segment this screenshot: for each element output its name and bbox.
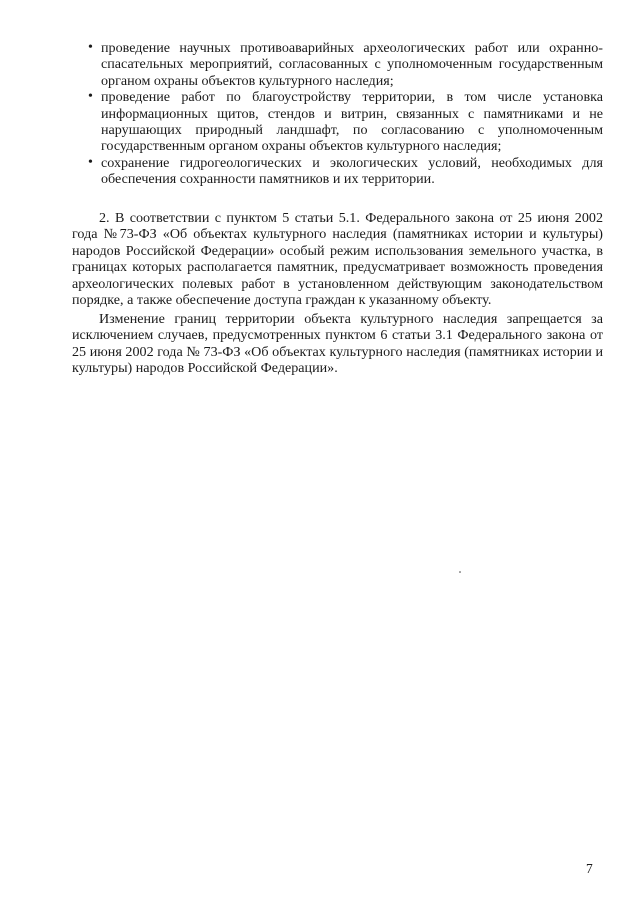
- paragraph-section-2: 2. В соответствии с пунктом 5 статьи 5.1. Федерального закона от 25 июня 2002 года №73-ФЗ «Об объектах культурного наследия (памятниках истории и культуры) народов Российской Федерации» особый режим использования земельного участка, в границах которых располагается памятник, предусматривает возможность проведения археологических полевых работ в установленном действующим законодательством порядке, а также обеспечение доступа граждан к указанному объекту.: [72, 210, 603, 309]
- bullet-item: [88, 89, 603, 155]
- bullet-item: [88, 155, 603, 188]
- bullet-item: [88, 40, 603, 89]
- scan-speck: [459, 571, 461, 573]
- bullet-text: проведение работ по благоустройству территории, в том числе установка информационных щитов, стендов и витрин, связанных с памятниками и не нарушающих природный ландшафт, по согласованию с уполномоченным государственным органом охраны объектов культурного наследия;: [101, 89, 603, 155]
- bullet-text: проведение научных противоаварийных археологических работ или охранно-спасательных мероприятий, согласованных с уполномоченным государственным органом охраны объектов культурного наследия;: [101, 40, 603, 89]
- bullet-list: [88, 40, 603, 188]
- page-number: 7: [586, 861, 593, 876]
- bullet-marker: •: [88, 40, 93, 55]
- paragraph-boundary-change: Изменение границ территории объекта культурного наследия запрещается за исключением случаев, предусмотренных пунктом 6 статьи 3.1 Федерального закона от 25 июня 2002 года № 73-ФЗ «Об объектах культурного наследия (памятниках истории и культуры) народов Российской Федерации».: [72, 311, 603, 377]
- bullet-text: сохранение гидрогеологических и экологических условий, необходимых для обеспечения сохранности памятников и их территории.: [101, 154, 603, 188]
- bullet-marker: •: [88, 154, 93, 170]
- bullet-marker: •: [88, 89, 93, 105]
